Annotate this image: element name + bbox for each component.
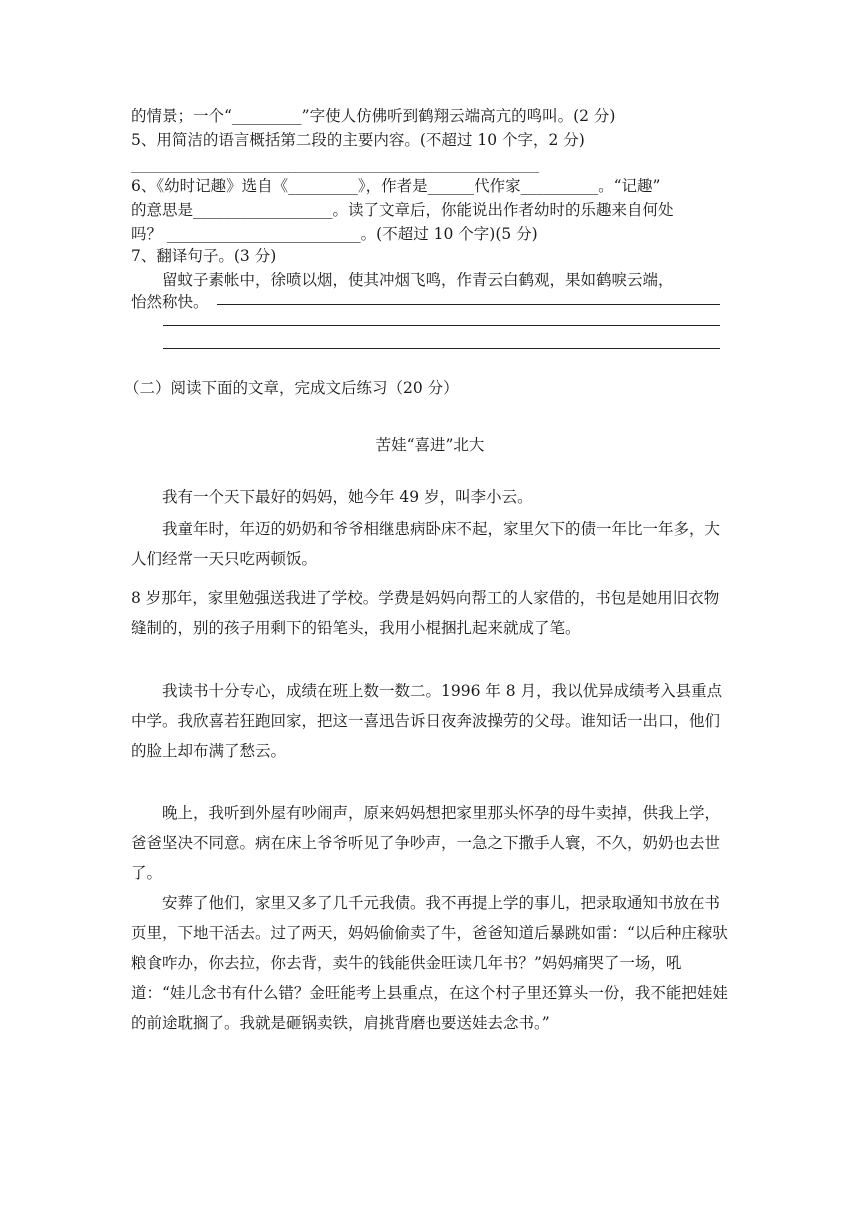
- paragraph-4: 我读书十分专心，成绩在班上数一数二。1996 年 8 月，我以优异成绩考入县重点中学。我欣喜若狂跑回家，把这一喜迅告诉日夜奔波操劳的父母。谁知话一出口，他们的脸上却布满了愁云。: [131, 682, 723, 760]
- question-6-line-2: 的意思是__________________。读了文章后，你能说出作者幼时的乐趣来自何处: [131, 201, 674, 219]
- paragraph-5: 晚上，我听到外屋有吵闹声，原来妈妈想把家里那头怀孕的母牛卖掉，供我上学，爸爸坚决不同意。病在床上爷爷听见了争吵声，一急之下撒手人寰，不久，奶奶也去世了。: [131, 804, 721, 882]
- question-7: 7、翻译句子。(3 分): [131, 247, 277, 265]
- question-6-line-3: 吗？ _________________________。(不超过 10 个字)(5 分): [131, 225, 538, 243]
- translation-sentence: 留蚊子素帐中，徐喷以烟，使其冲烟飞鸣，作青云白鹤观，果如鹤唳云端，: [131, 271, 674, 289]
- paragraph-3: 8 岁那年，家里勉强送我进了学校。学费是妈妈向帮工的人家借的，书包是她用旧衣物缝制的，别的孩子用剩下的铅笔头，我用小棍捆扎起来就成了笔。: [131, 589, 720, 637]
- section-heading: （二）阅读下面的文章，完成文后练习（20 分）: [124, 379, 459, 397]
- answer-line-2: [163, 325, 720, 326]
- paragraph-2: 我童年时，年迈的奶奶和爷爷相继患病卧床不起，家里欠下的债一年比一年多，大人们经常一天只吃两顿饭。: [131, 520, 721, 568]
- question-5: 5、用简洁的语言概括第二段的主要内容。(不超过 10 个字，2 分): [131, 131, 585, 149]
- paragraph-1: 我有一个天下最好的妈妈，她今年 49 岁，叫李小云。: [131, 488, 533, 506]
- answer-line-q5: _________________________________________________________: [131, 155, 539, 173]
- answer-line-1: [217, 304, 720, 305]
- answer-line-3: [163, 348, 720, 349]
- article-title: 苦娃“喜进”北大: [375, 436, 485, 454]
- question-6-line-1: 6、《幼时记趣》选自《_________》，作者是______代作家__________。“记趣”: [131, 177, 661, 195]
- translation-sentence-end: 怡然称快。: [131, 293, 209, 311]
- question-4-continuation: 的情景；一个“_________”字使人仿佛听到鹤翔云端高亢的鸣叫。(2 分): [131, 107, 616, 125]
- paragraph-6: 安葬了他们，家里又多了几千元我债。我不再提上学的事儿，把录取通知书放在书页里，下地干活去。过了两天，妈妈偷偷卖了牛，爸爸知道后暴跳如雷：“以后种庄稼驮粮食咋办，你去拉，你去背，卖牛的钱能供金旺读几年书？”妈妈痛哭了一场，吼道：“娃儿念书有什么错？金旺能考上县重点，在这个村子里还算头一份，我不能把娃娃的前途耽搁了。我就是砸锅卖铁，肩挑背磨也要送娃去念书。”: [131, 894, 728, 1032]
